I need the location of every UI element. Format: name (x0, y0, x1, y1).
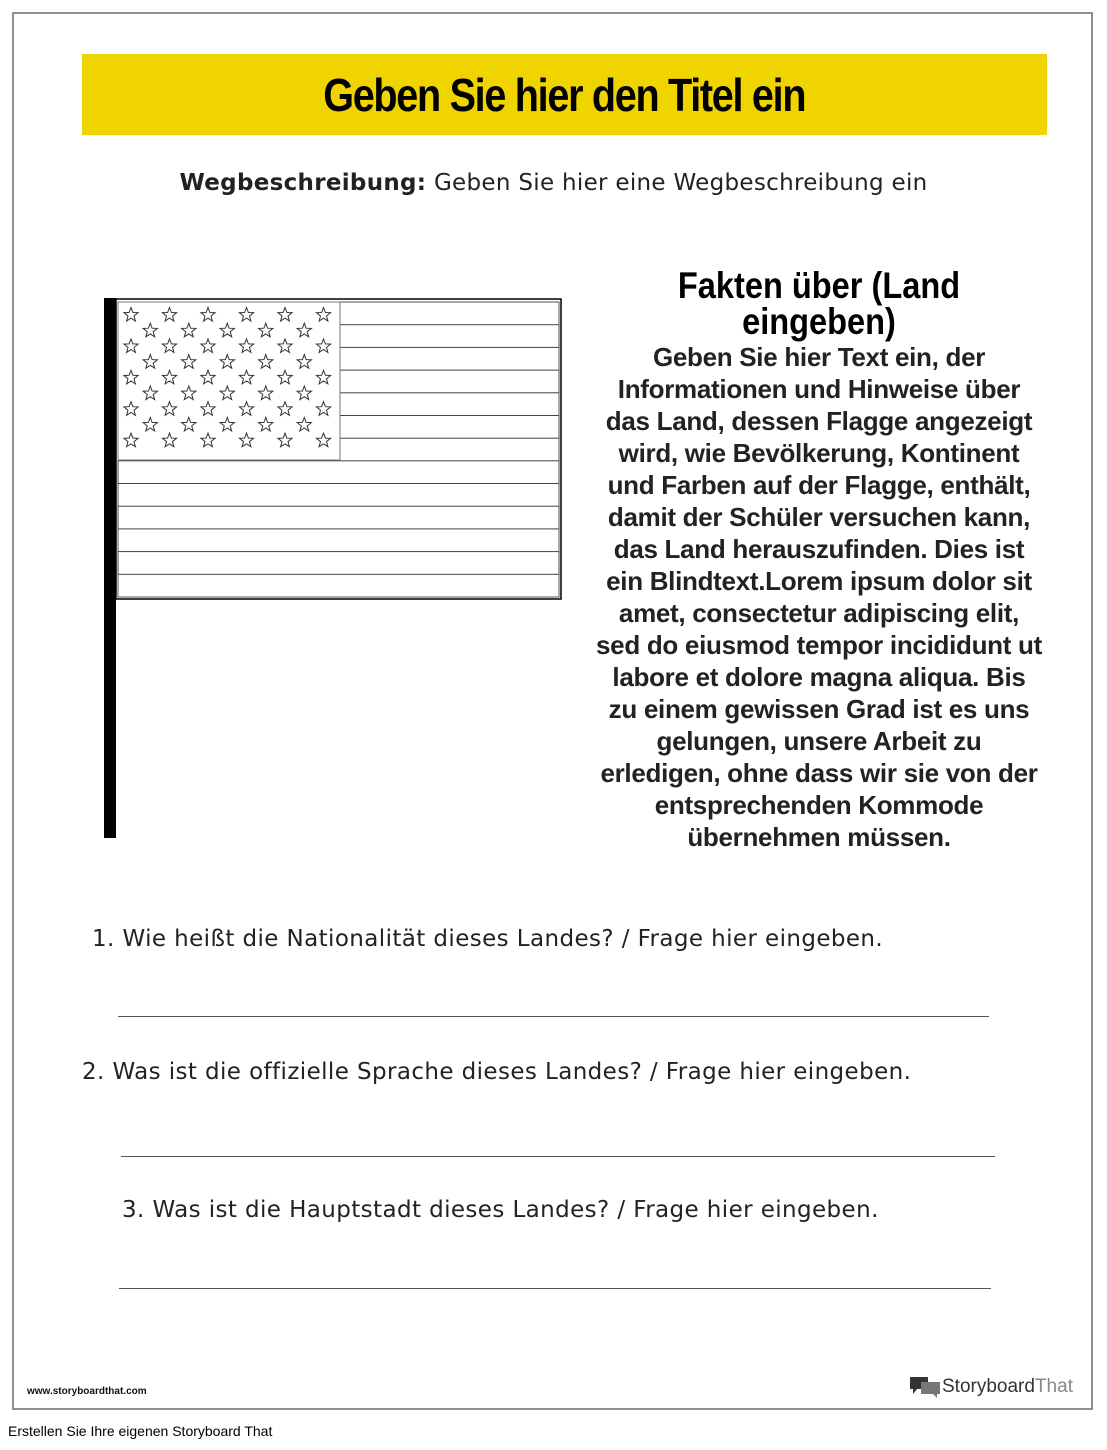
directions-line (0, 170, 1107, 196)
directions-label: Wegbeschreibung: (179, 170, 427, 196)
question-3[interactable]: 3. Was ist die Hauptstadt dieses Landes? / Frage hier eingeben. (122, 1197, 879, 1223)
title-banner (82, 54, 1047, 135)
storyboardthat-logo[interactable] (908, 1374, 1073, 1400)
facts-body[interactable]: Geben Sie hier Text ein, der Informationen und Hinweise über das Land, dessen Flagge angezeigt wird, wie Bevölkerung, Kontinent und Farben auf der Flagge, enthält, damit der Schüler versuchen kann, das Land herauszufinden. Dies ist ein Blindtext.Lorem ipsum dolor sit amet, consectetur adipiscing elit, sed do eiusmod tempor incididunt ut labore et dolore magna aliqua. Bis zu einem gewissen Grad ist es uns gelungen, unsere Arbeit zu erledigen, ohne dass wir sie von der entsprechenden Kommode übernehmen müssen. (596, 342, 1042, 852)
answer-line-2[interactable] (121, 1156, 995, 1157)
flag-stripe (118, 552, 559, 575)
flag-stripe (118, 506, 559, 529)
us-flag-icon (104, 298, 566, 840)
worksheet-title[interactable]: Geben Sie hier den Titel ein (323, 68, 806, 121)
answer-line-1[interactable] (118, 1016, 989, 1017)
facts-title[interactable]: Fakten über (Land eingeben) (677, 265, 961, 342)
flag-illustration (104, 298, 566, 845)
footer-url[interactable]: www.storyboardthat.com (27, 1386, 147, 1397)
logo-text-suffix: That (1034, 1376, 1073, 1397)
speech-bubble-icon (908, 1374, 942, 1400)
question-2[interactable]: 2. Was ist die offizielle Sprache dieses Landes? / Frage hier eingeben. (82, 1059, 912, 1085)
bottom-caption[interactable]: Erstellen Sie Ihre eigenen Storyboard That (8, 1423, 273, 1439)
facts-panel (596, 265, 1042, 853)
question-1[interactable]: 1. Wie heißt die Nationalität dieses Landes? / Frage hier eingeben. (92, 926, 884, 952)
logo-text: Storyboard (942, 1376, 1035, 1397)
answer-line-3[interactable] (119, 1288, 991, 1289)
directions-text[interactable]: Geben Sie hier eine Wegbeschreibung ein (433, 170, 928, 196)
flag-stripe (118, 461, 559, 484)
